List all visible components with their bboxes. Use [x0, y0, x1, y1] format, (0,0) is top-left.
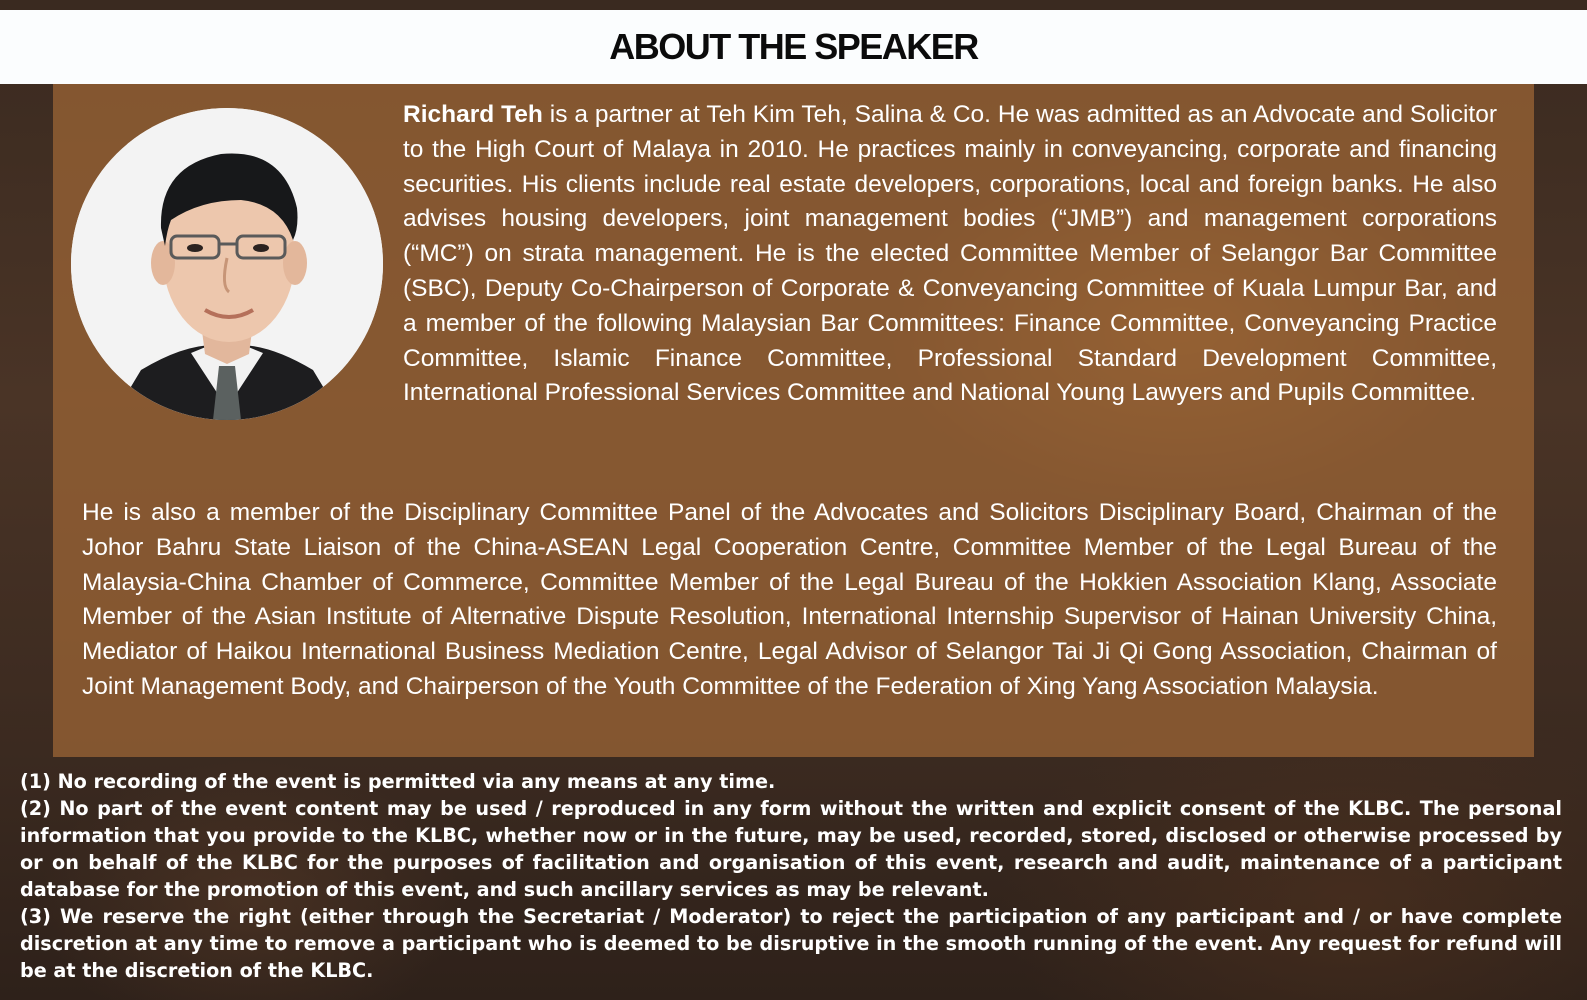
speaker-photo [71, 108, 383, 420]
note-item: (3) We reserve the right (either through the Secretariat / Moderator) to reject the participation of any participant and / or have complete discretion at any time to remove a participant who is deemed to be disruptive in the smooth running of the event. Any request for refund will be at the discretion of the KLBC. [20, 905, 1562, 982]
speaker-bio-paragraph-2: He is also a member of the Disciplinary Committee Panel of the Advocates and Solicitors Disciplinary Board, Chairman of the Johor Bahru State Liaison of the China-ASEAN Legal Cooperation Centre, Committee Member of the Legal Bureau of the Malaysia-China Chamber of Commerce, Committee Member of the Legal Bureau of the Hokkien Association Klang, Associate Member of the Asian Institute of Alternative Dispute Resolution, International Internship Supervisor of Hainan University China, Mediator of Haikou International Business Mediation Centre, Legal Advisor of Selangor Tai Ji Qi Gong Association, Chairman of Joint Management Body, and Chairperson of the Youth Committee of the Federation of Xing Yang Association Malaysia. [82, 499, 1497, 700]
speaker-portrait-illustration [71, 108, 383, 420]
terms-notes [20, 768, 1562, 984]
speaker-bio-text: is a partner at Teh Kim Teh, Salina & Co. He was admitted as an Advocate and Solicitor to the High Court of Malaya in 2010. He practices mainly in conveyancing, corporate and financing securities. His clients include real estate developers, corporations, local and foreign banks. He also advises housing developers, joint management bodies (“JMB”) and management corporations (“MC”) on strata management. He is the elected Committee Member of Selangor Bar Committee (SBC), Deputy Co-Chairperson of Corporate & Conveyancing Committee of Kuala Lumpur Bar, and a member of the following Malaysian Bar Committees: Finance Committee, Conveyancing Practice Committee, Islamic Finance Committee, Professional Standard Development Committee, International Professional Services Committee and National Young Lawyers and Pupils Committee. [403, 101, 1498, 407]
title-bar [0, 10, 1587, 84]
page-title: ABOUT THE SPEAKER [609, 26, 978, 67]
speaker-name: Richard Teh [403, 101, 543, 128]
note-item: (2) No part of the event content may be used / reproduced in any form without the written and explicit consent of the KLBC. The personal information that you provide to the KLBC, whether now or in the future, may be used, recorded, stored, disclosed or otherwise processed by or on behalf of the KLBC for the purposes of facilitation and organisation of this event, research and audit, maintenance of a participant database for the promotion of this event, and such ancillary services as may be relevant. [20, 797, 1562, 901]
note-item: (1) No recording of the event is permitted via any means at any time. [20, 770, 776, 793]
speaker-panel [53, 84, 1534, 757]
speaker-bio-paragraph-1 [403, 98, 1497, 411]
